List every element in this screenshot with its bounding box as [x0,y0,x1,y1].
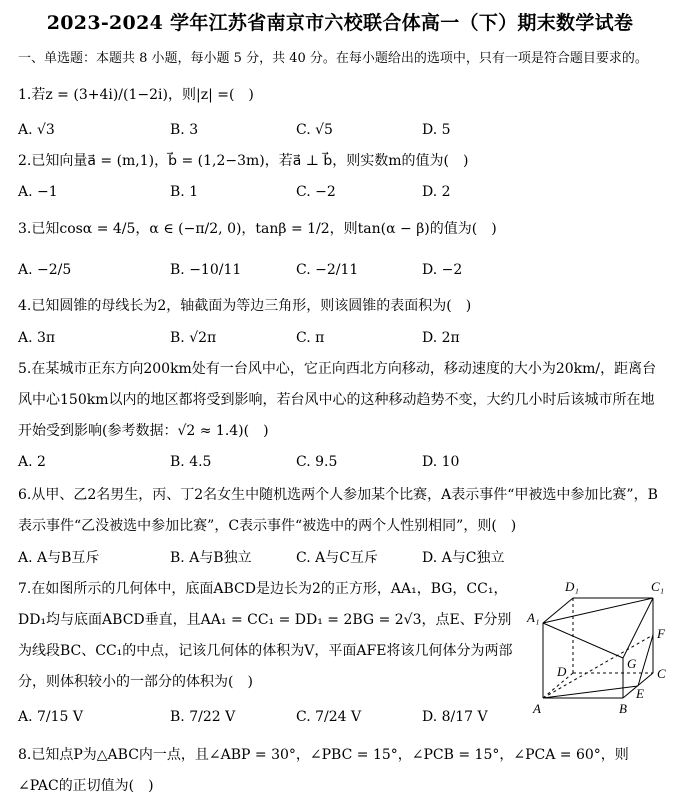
options-q5 [18,454,668,474]
option-d: D. 5 [422,122,451,138]
edge-A1-G [543,623,623,658]
option-a: A. 3π [18,330,56,346]
option-d: D. 10 [422,454,460,470]
label-C: C [657,666,666,681]
label-D1: D₁ [565,579,579,594]
option-c: C. π [296,330,325,346]
option-b: B. A与B独立 [170,550,252,566]
options-q4 [18,330,668,350]
label-C1: C₁ [651,579,665,594]
label-G: G [627,656,637,671]
option-a: A. A与B互斥 [18,550,100,566]
options-q6 [18,547,668,567]
option-b: B. −10/11 [170,262,242,278]
option-a: A. −1 [18,184,58,200]
option-c: C. √5 [296,122,333,138]
option-c: C. A与C互斥 [296,550,378,566]
label-E: E [636,686,644,701]
options-q3 [18,262,668,282]
options-q2 [18,184,668,204]
solid-geometry-figure [523,578,673,718]
option-b: B. 3 [170,122,199,138]
option-d: D. A与C独立 [422,550,505,566]
question-3: 3.已知cosα = 4/5，α ∈ (−π/2, 0)，tanβ = 1/2，则tan(α − β)的值为( ) [18,221,497,237]
question-1: 1.若z = (3+4i)/(1−2i)，则|z| =( ) [18,87,254,103]
option-c: C. −2 [296,184,336,200]
option-a: A. 2 [18,454,46,470]
label-D: D [557,664,567,679]
option-b: B. 7/22 V [170,709,236,725]
options-q1 [18,122,668,142]
question-4: 4.已知圆锥的母线长为2，轴截面为等边三角形，则该圆锥的表面积为( ) [18,298,472,314]
question-5: 5.在某城市正东方向200km处有一台风中心，它正向西北方向移动，移动速度的大小为20km/，距离台风中心150km以内的地区都将受到影响，若台风中心的这种移动趋势不变，大约几小时后该城市所在地开始受到影响(参考数据：√2 ≈ 1.4)( ) [18,361,657,439]
option-c: C. −2/11 [296,262,359,278]
label-B: B [619,701,627,716]
option-c: C. 9.5 [296,454,338,470]
option-b: B. 1 [170,184,199,200]
label-A: A [533,701,541,716]
option-d: D. −2 [422,262,463,278]
option-c: C. 7/24 V [296,709,362,725]
option-a: A. 7/15 V [18,709,84,725]
option-b: B. √2π [170,330,217,346]
option-d: D. 8/17 V [422,709,488,725]
section-heading: 一、单选题：本题共 8 小题，每小题 5 分，共 40 分。在每小题给出的选项中，只有一项是符合题目要求的。 [18,51,648,66]
option-a: A. −2/5 [18,262,72,278]
edge-A-E [543,686,638,698]
question-2: 2.已知向量a⃗ = (m,1)，b⃗ = (1,2−3m)，若a⃗ ⊥ b⃗，则实数m的值为( ) [18,153,469,169]
label-A1: A₁ [527,610,540,625]
label-F: F [657,626,665,641]
option-a: A. √3 [18,122,55,138]
exam-title: 2023-2024 学年江苏省南京市六校联合体高一（下）期末数学试卷 [46,12,634,34]
option-d: D. 2 [422,184,451,200]
edge-E-F [638,635,653,686]
option-b: B. 4.5 [170,454,212,470]
question-7: 7.在如图所示的几何体中，底面ABCD是边长为2的正方形，AA₁，BG，CC₁，DD₁均与底面ABCD垂直，且AA₁ = CC₁ = DD₁ = 2BG = 2√3，点E、F分别为线段BC、CC₁的中点，记该几何体的体积为V，平面AFE将该几何体分为两部分，则体积较小的一部分的体积为( ) [18,581,513,690]
option-d: D. 2π [422,330,460,346]
question-6: 6.从甲、乙2名男生，丙、丁2名女生中随机选两个人参加某个比赛，A表示事件“甲被选中参加比赛”，B表示事件“乙没被选中参加比赛”，C表示事件“被选中的两个人性别相同”，则( ) [18,487,658,534]
edge-A1-C1 [543,598,653,623]
question-8: 8.已知点P为△ABC内一点，且∠ABP = 30°，∠PBC = 15°，∠PCB = 15°，∠PCA = 60°，则∠PAC的正切值为( ) [18,747,629,794]
